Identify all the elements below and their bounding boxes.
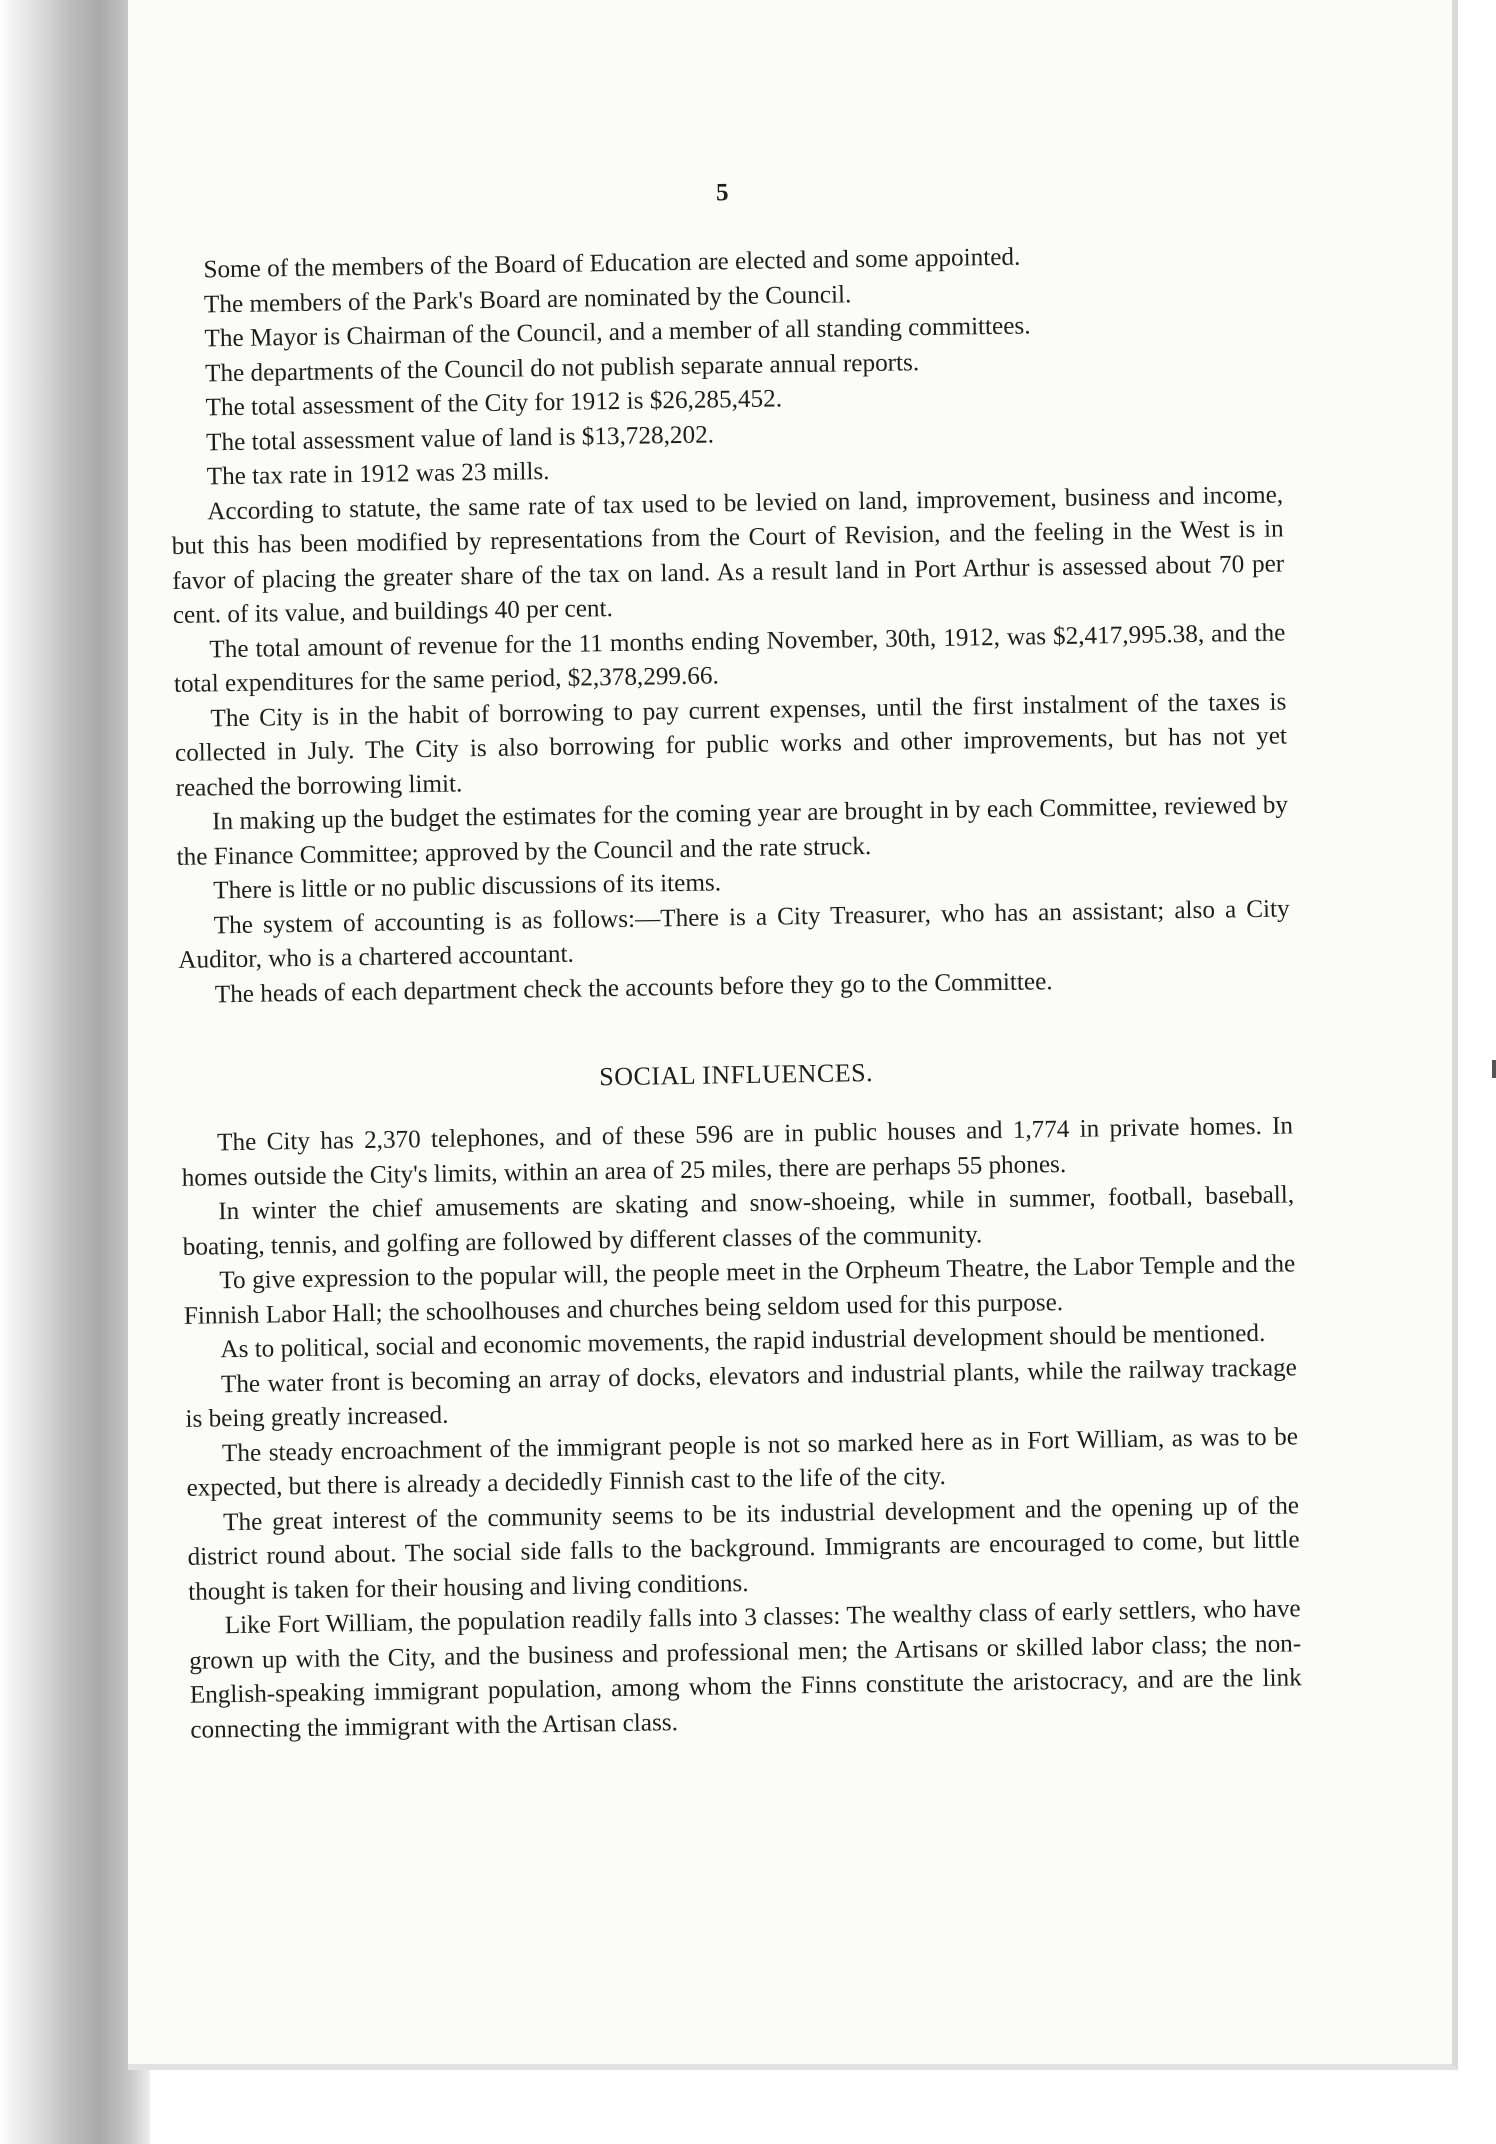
paragraph-parks-board: The members of the Park's Board are nominated by the Council. xyxy=(203,280,852,318)
paragraph-total-assessment: The total assessment of the City for 1912 is $26,285,452. xyxy=(205,385,783,422)
paragraph-water-front: The water front is becoming an array of docks, elevators and industrial plants, while the railway trackage is being greatly increased. xyxy=(185,1353,1298,1433)
paragraph-departments: The departments of the Council do not publish separate annual reports. xyxy=(204,348,920,387)
paragraph-board-of-education: Some of the members of the Board of Education are elected and some appointed. xyxy=(203,243,1021,284)
paragraph-community-interest: The great interest of the community seems to be its industrial development and the opening up of the district round about. The social side falls to the background. Immigrants are encouraged to come, but little thought is taken for their housing and living conditions. xyxy=(187,1491,1300,1606)
document-page xyxy=(128,0,1458,2070)
paragraph-telephones: The City has 2,370 telephones, and of these 596 are in public houses and 1,774 in private homes. In homes outside the City's limits, within an area of 25 miles, there are perhaps 55 phones. xyxy=(181,1112,1294,1192)
paragraph-population-classes: Like Fort William, the population readily falls into 3 classes: The wealthy class of early settlers, who have grown up with the City, and the business and professional men; the Artisans or skilled labor class; the non-English-speaking immigrant population, among whom the Finns constitute the aristocracy, and are the link connecting the immigrant with the Artisan class. xyxy=(189,1595,1302,1744)
paragraph-borrowing: The City is in the habit of borrowing to pay current expenses, until the first instalment of the taxes is collected in July. The City is also borrowing for public works and other improvements, but has not yet reached the borrowing limit. xyxy=(174,687,1288,802)
paragraph-public-discussion: There is little or no public discussions of its items. xyxy=(212,869,722,905)
paragraph-tax-rate: The tax rate in 1912 was 23 mills. xyxy=(206,458,550,491)
section-heading-social-influences: SOCIAL INFLUENCES. xyxy=(599,1058,874,1092)
paragraph-mayor: The Mayor is Chairman of the Council, and a member of all standing committees. xyxy=(204,312,1031,353)
paragraph-amusements: In winter the chief amusements are skating and snow-shoeing, while in summer, football, baseball, boating, tennis, and golfing are followed by different classes of the community. xyxy=(182,1181,1295,1261)
paragraph-budget: In making up the budget the estimates for the coming year are brought in by each Committee, reviewed by the Finance Committee; approved by the Council and the rate struck. xyxy=(176,791,1289,871)
paragraph-immigrant-encroachment: The steady encroachment of the immigrant people is not so marked here as in Fort William, as was to be expected, but there is already a decidedly Finnish cast to the life of the city. xyxy=(186,1422,1299,1502)
page-edge-mark xyxy=(1492,1060,1496,1078)
page-text-area xyxy=(166,161,1303,1748)
paragraph-popular-will: To give expression to the popular will, the people meet in the Orpheum Theatre, the Labor Temple and the Finnish Labor Hall; the schoolhouses and churches being seldom used for this purpose. xyxy=(183,1250,1296,1330)
page-number: 5 xyxy=(715,179,729,207)
paragraph-accounting: The system of accounting is as follows:—There is a City Treasurer, who has an assistant; also a City Auditor, who is a chartered accountant. xyxy=(178,894,1290,974)
paragraph-revenue: The total amount of revenue for the 11 months ending November, 30th, 1912, was $2,417,995.38, and the total expenditures for the same period, $2,378,299.66. xyxy=(173,618,1286,698)
paragraph-movements: As to political, social and economic movements, the rapid industrial development should be mentioned. xyxy=(220,1319,1266,1364)
paragraph-department-heads: The heads of each department check the accounts before they go to the Committee. xyxy=(214,967,1053,1008)
paragraph-statute: According to statute, the same rate of tax used to be levied on land, improvement, business and income, but this has been modified by representations from the Court of Revision, and the feeling in the West is in favor of placing the greater share of the tax on land. As a result land in Port Arthur is assessed about 70 per cent. of its value, and buildings 40 per cent. xyxy=(171,480,1285,629)
paragraph-land-assessment: The total assessment value of land is $13,728,202. xyxy=(205,420,715,456)
